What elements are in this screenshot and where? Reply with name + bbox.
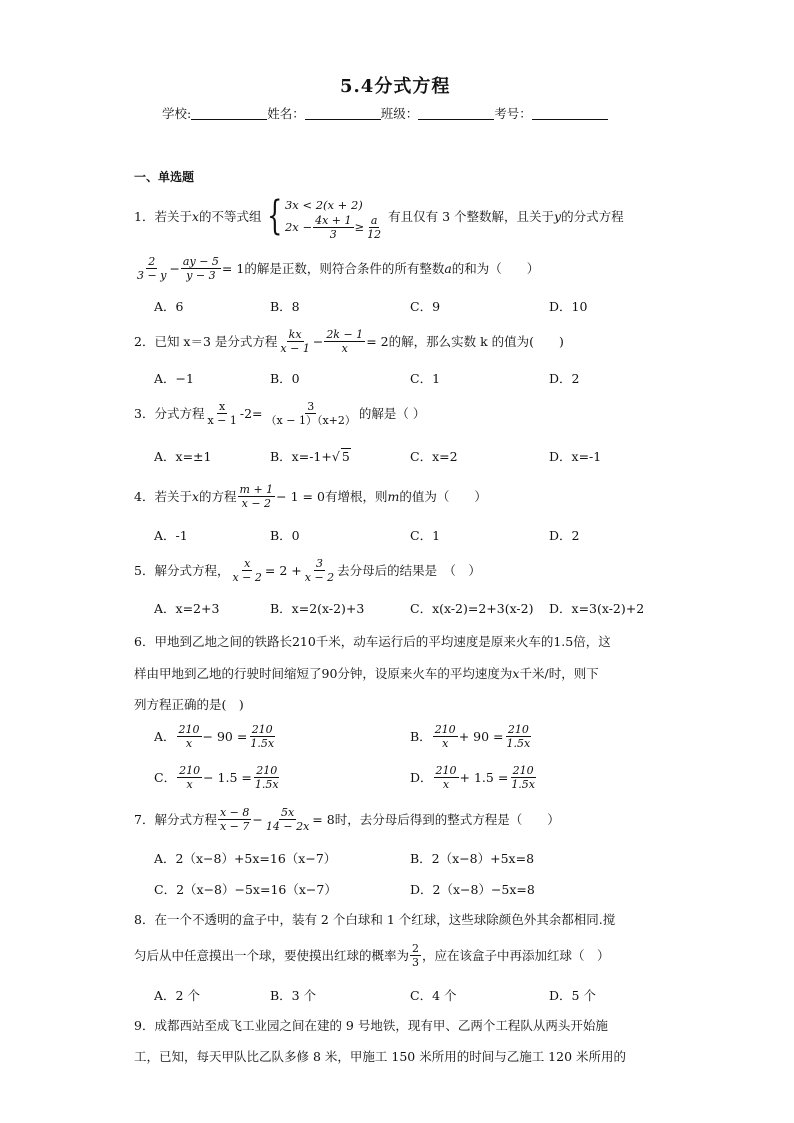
q1-option-d[interactable]: D．10 (549, 299, 588, 314)
q6-option-c[interactable]: C． $\frac{210}{x}$ − 1.5 = $\frac{210}{1.5x}$ (154, 763, 279, 791)
q4-option-d[interactable]: D．2 (549, 528, 580, 543)
question-6-line-2: 样由甲地到乙地的行驶时间缩短了90分钟，设原来火车的平均速度为x千米/时，则下 (134, 666, 599, 681)
question-3: 3．分式方程 $\frac{x}{x - 1}$ -2= $\frac{3}{(x - 1)(x+2)}$ 的解是（ ） (134, 399, 426, 427)
q7-option-a[interactable]: A．2（x−8）+5x=16（x−7） (154, 851, 337, 866)
q3-fraction-1: $\frac{x}{x - 1}$ (207, 399, 237, 427)
q8-option-b[interactable]: B．3 个 (270, 988, 317, 1003)
name-label: 姓名： (267, 106, 305, 121)
q8-option-a[interactable]: A．2 个 (154, 988, 200, 1003)
q7-option-b[interactable]: B．2（x−8）+5x=8 (410, 851, 535, 866)
q1-option-a[interactable]: A．6 (154, 299, 184, 314)
q1-system-row-2: 2x − $\frac{4x + 1}{3}$ ≥ $\frac{a}{12}$ (284, 213, 382, 241)
q1-text: 有且仅有 3 个整数解，且关于 (388, 209, 555, 224)
question-1-line-1 (134, 190, 624, 242)
question-8-line-1: 8．在一个不透明的盒子中，装有 2 个白球和 1 个红球，这些球除颜色外其余都相同.搅 (134, 912, 616, 927)
q2-option-a[interactable]: A．−1 (154, 371, 194, 386)
q1-var-x: x (191, 208, 200, 224)
q1-inequality-system (262, 193, 385, 241)
q5-option-b[interactable]: B．x=2(x-2)+3 (270, 601, 365, 616)
q2-fraction-1: $\frac{kx}{x - 1}$ (280, 327, 310, 355)
question-9-line-1: 9．成都西站至成飞工业园之间在建的 9 号地铁，现有甲、乙两个工程队从两头开始施 (134, 1018, 608, 1033)
q1-fraction-2: $\frac{ay - 5}{y - 3}$ (182, 254, 219, 282)
school-label: 学校: (162, 106, 192, 121)
question-9-line-2: 工，已知，每天甲队比乙队多修 8 米，甲施工 150 米所用的时间与乙施工 120 米所用的 (134, 1049, 627, 1064)
q2-option-d[interactable]: D．2 (549, 371, 580, 386)
school-blank[interactable] (191, 106, 267, 120)
class-label: 班级： (380, 106, 419, 121)
q2-option-b[interactable]: B．0 (270, 371, 300, 386)
student-info-line (162, 104, 608, 122)
q7-fraction-2: $\frac{5x}{14 - 2x}$ (265, 805, 310, 833)
exam-number-label: 考号： (494, 106, 532, 121)
q6-option-a[interactable]: A． $\frac{210}{x}$ − 90 = $\frac{210}{1.5x}$ (154, 722, 275, 750)
q1-option-c[interactable]: C．9 (410, 299, 441, 314)
q8-option-c[interactable]: C．4 个 (410, 988, 457, 1003)
name-blank[interactable] (305, 106, 381, 120)
q4-option-c[interactable]: C．1 (410, 528, 441, 543)
q1-text: 的分式方程 (561, 209, 624, 224)
q4-fraction: $\frac{m + 1}{x - 2}$ (239, 482, 274, 510)
q3-option-d[interactable]: D．x=-1 (549, 449, 602, 464)
brace-symbol: { (266, 193, 282, 239)
q6-option-b[interactable]: B． $\frac{210}{x}$ + 90 = $\frac{210}{1.5x}$ (410, 722, 531, 750)
q7-option-d[interactable]: D．2（x−8）−5x=8 (410, 882, 535, 897)
q1-text: 1．若关于 (134, 209, 192, 224)
q3-option-b[interactable]: B．x=-1+√ 5 (270, 449, 350, 464)
q3-option-c[interactable]: C．x=2 (410, 449, 458, 464)
exam-number-blank[interactable] (532, 106, 608, 120)
q5-option-a[interactable]: A．x=2+3 (154, 601, 220, 616)
q1-option-b[interactable]: B．8 (270, 299, 300, 314)
q7-fraction-1: $\frac{x - 8}{x - 7}$ (219, 805, 250, 833)
q7-option-c[interactable]: C．2（x−8）−5x=16（x−7） (154, 882, 337, 897)
question-8-line-2: 匀后从中任意摸出一个球，要使摸出红球的概率为 $\frac{2}{3}$ ，应在该盒子中再添加红球（ ） (134, 941, 610, 969)
q5-fraction-2: $\frac{3}{x - 2}$ (304, 556, 335, 584)
q3-fraction-2: $\frac{3}{(x - 1)(x+2)}$ (265, 399, 356, 427)
q8-option-d[interactable]: D．5 个 (549, 988, 596, 1003)
section-heading: 一、单选题 (134, 170, 195, 184)
q1-text: 的不等式组 (199, 209, 262, 224)
q1-fraction-1: $\frac{2}{3 - y}$ (137, 254, 167, 282)
q4-option-a[interactable]: A．-1 (154, 528, 188, 543)
question-7: 7．解分式方程 $\frac{x - 8}{x - 7}$ − $\frac{5x}{14 - 2x}$ = 8 时，去分母后得到的整式方程是（ ） (134, 805, 560, 833)
class-blank[interactable] (418, 106, 494, 120)
question-5: 5．解分式方程， $\frac{x}{x - 2}$ = 2 + $\frac{3}{x - 2}$ 去分母后的结果是 （ ） (134, 556, 481, 584)
question-1-line-2: $\frac{2}{3 - y}$ − $\frac{ay - 5}{y - 3}$ = 1 的解是正数，则符合条件的所有整数 a 的和为（ ） (137, 254, 540, 282)
q3-option-a[interactable]: A．x=±1 (154, 449, 212, 464)
q5-option-d[interactable]: D．x=3(x-2)+2 (549, 601, 645, 616)
q5-fraction-1: $\frac{x}{x - 2}$ (232, 556, 262, 584)
q4-option-b[interactable]: B．0 (270, 528, 300, 543)
q2-option-c[interactable]: C．1 (410, 371, 441, 386)
page-title: 5.4分式方程 (340, 76, 451, 97)
q6-option-d[interactable]: D． $\frac{210}{x}$ + 1.5 = $\frac{210}{1.5x}$ (410, 763, 536, 791)
q1-var-y: y (554, 208, 562, 224)
q2-fraction-2: $\frac{2k - 1}{x}$ (326, 327, 364, 355)
question-2: 2．已知 x＝3 是分式方程 $\frac{kx}{x - 1}$ − $\frac{2k - 1}{x}$ = 2 的解，那么实数 k 的值为( ) (134, 327, 564, 355)
q1-system-row-1: 3x < 2(x + 2) (284, 198, 363, 212)
q8-fraction: $\frac{2}{3}$ (412, 941, 420, 969)
q5-option-c[interactable]: C．x(x-2)=2+3(x-2) (410, 601, 534, 616)
question-6-line-1: 6．甲地到乙地之间的铁路长210千米，动车运行后的平均速度是原来火车的1.5倍，这 (134, 634, 611, 649)
question-4: 4．若关于 x 的方程 $\frac{m + 1}{x - 2}$ − 1 = 0 有增根，则 m 的值为（ ） (134, 482, 487, 510)
question-6-line-3: 列方程正确的是( ) (134, 697, 244, 712)
